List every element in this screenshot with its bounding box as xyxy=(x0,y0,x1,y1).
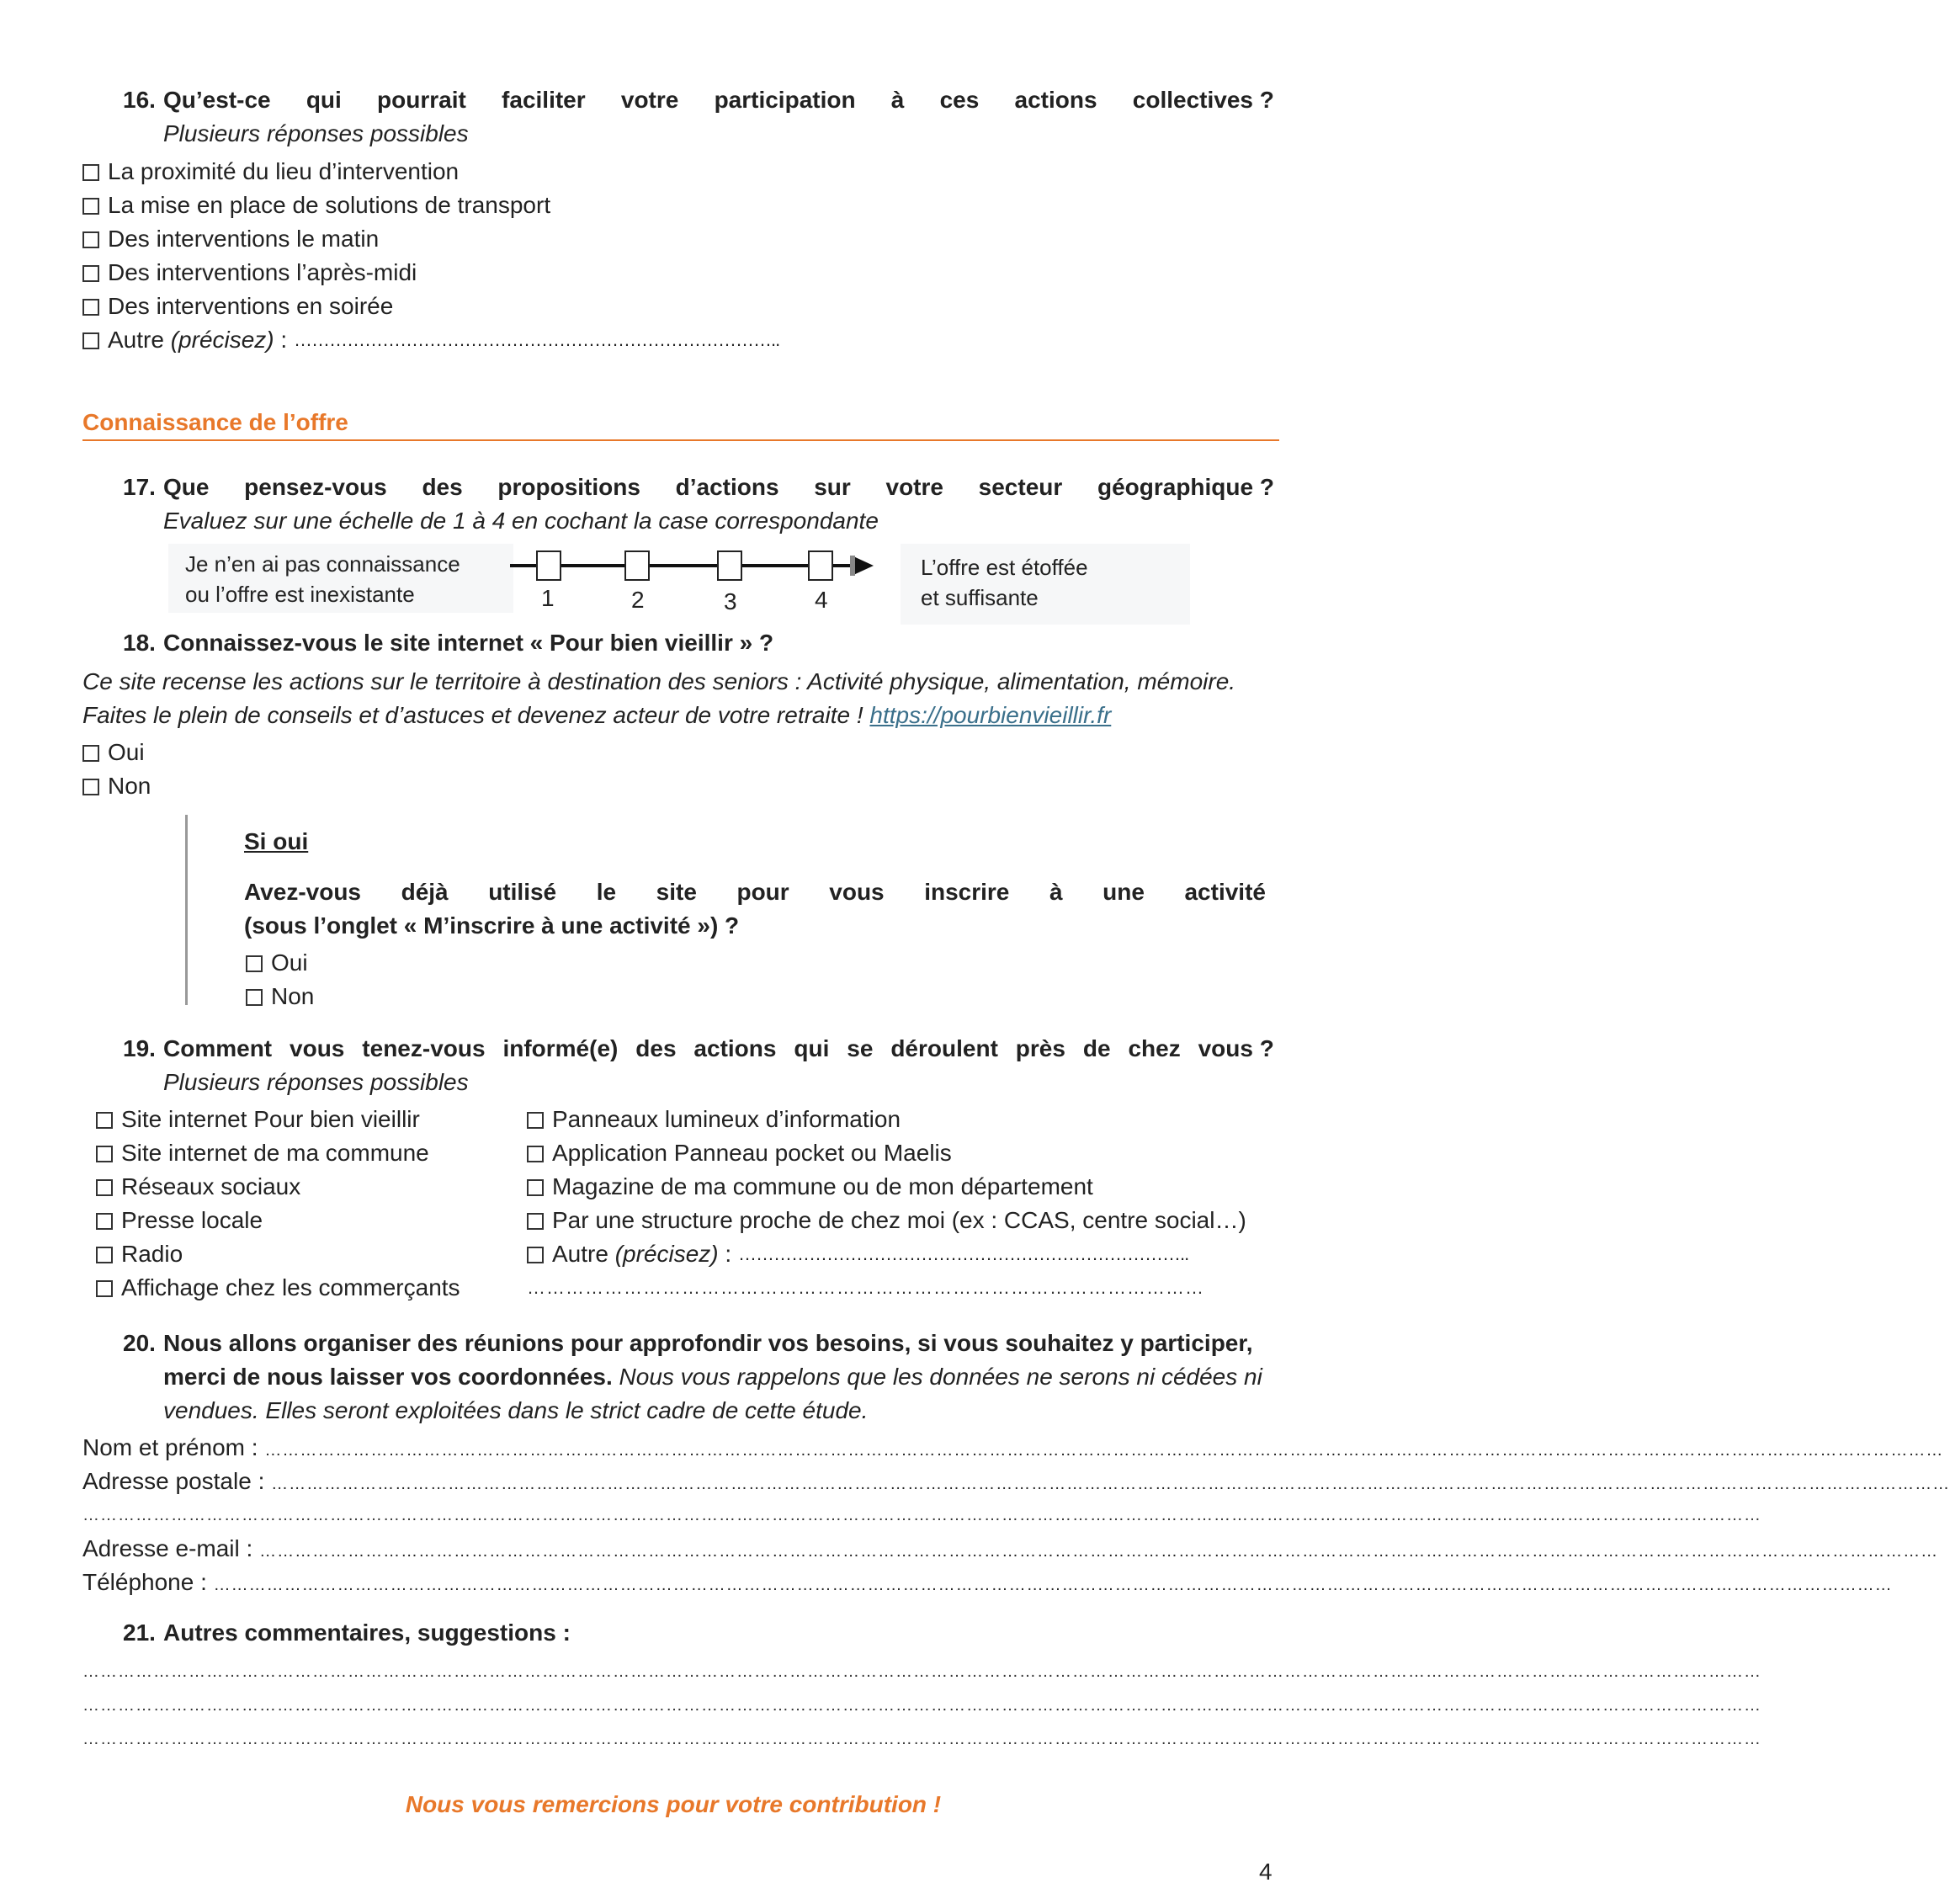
section-divider xyxy=(82,439,1279,441)
option-label: Site internet Pour bien vieillir xyxy=(121,1106,420,1132)
q19-option[interactable] xyxy=(527,1170,1093,1204)
q18-sub-word: vous xyxy=(829,879,885,905)
q18-option[interactable] xyxy=(82,769,151,803)
q19-word: tenez-vous xyxy=(362,1035,486,1061)
checkbox[interactable] xyxy=(96,1280,113,1297)
fill-in-dots[interactable]: …………………………………………………………………………………………………………………………………………………………………………………………………………………………………………………………… xyxy=(271,1475,1950,1493)
fill-in-dots[interactable]: ……………………………………………………………………….. xyxy=(293,329,780,350)
q16-word: actions xyxy=(1014,87,1097,113)
option-label: Autre xyxy=(108,327,164,353)
option-label: La mise en place de solutions de transport xyxy=(108,192,551,218)
q16-word: à xyxy=(890,87,905,113)
q16-hint: Plusieurs réponses possibles xyxy=(163,120,469,146)
option-label: La proximité du lieu d’intervention xyxy=(108,158,460,184)
q16-number: 16. xyxy=(123,87,156,113)
q18-sub-word: une xyxy=(1103,879,1145,905)
option-label: Radio xyxy=(121,1241,183,1267)
q19-word: Comment xyxy=(163,1035,273,1061)
q18-sub-word: pour xyxy=(736,879,789,905)
checkbox[interactable] xyxy=(82,231,99,248)
q17-word: des xyxy=(422,474,463,500)
sub-question-rule xyxy=(185,815,188,1005)
q17-hint: Evaluez sur une échelle de 1 à 4 en cochant la case correspondante xyxy=(163,508,879,534)
q19-word: vous xyxy=(290,1035,345,1061)
q16-word: faciliter xyxy=(502,87,586,113)
checkbox[interactable] xyxy=(246,955,263,972)
option-label: Des interventions le matin xyxy=(108,226,380,252)
checkbox[interactable] xyxy=(527,1247,544,1263)
field-label: Téléphone : xyxy=(82,1569,214,1595)
q16-word: collectives ? xyxy=(1132,87,1274,113)
comment-line[interactable]: …………………………………………………………………………………………………………………………………………………………………………………………………………………………………………………………… xyxy=(82,1662,1761,1681)
q19-option[interactable] xyxy=(96,1170,300,1204)
q18-sub-word: le xyxy=(596,879,617,905)
checkbox[interactable] xyxy=(82,164,99,181)
option-label: Réseaux sociaux xyxy=(121,1173,301,1199)
q19-word: vous ? xyxy=(1198,1035,1274,1061)
if-yes-label: Si oui xyxy=(244,828,309,854)
checkbox[interactable] xyxy=(82,332,99,349)
q19-word: se xyxy=(847,1035,874,1061)
q16-option[interactable] xyxy=(82,155,459,189)
option-label: Presse locale xyxy=(121,1207,263,1233)
comment-line[interactable]: …………………………………………………………………………………………………………………………………………………………………………………………………………………………………………………………… xyxy=(82,1730,1761,1748)
q19-option[interactable] xyxy=(527,1136,952,1170)
option-label: Autre xyxy=(552,1241,608,1267)
name-field[interactable] xyxy=(82,1431,1944,1465)
scale-number: 2 xyxy=(631,587,645,613)
q19-option[interactable] xyxy=(527,1204,1246,1237)
checkbox[interactable] xyxy=(82,745,99,762)
fill-in-dots[interactable]: …………………………………………………………………………………………… xyxy=(527,1277,1204,1298)
checkbox[interactable] xyxy=(527,1146,544,1162)
q19-option-other[interactable] xyxy=(527,1237,1188,1271)
q19-word: informé(e) xyxy=(502,1035,619,1061)
q19-option[interactable] xyxy=(96,1136,429,1170)
address-field-line2[interactable]: …………………………………………………………………………………………………………………………………………………………………………………………………………………………………………………………… xyxy=(82,1506,1761,1524)
q18-sub-question xyxy=(244,875,1266,909)
scale-right-label-line: et suffisante xyxy=(921,585,1039,610)
phone-field[interactable] xyxy=(82,1566,1893,1599)
q17-word: votre xyxy=(885,474,943,500)
checkbox[interactable] xyxy=(82,265,99,282)
q21-number: 21. xyxy=(123,1619,156,1646)
email-field[interactable] xyxy=(82,1532,1939,1566)
q20-italic-text: Nous vous rappelons que les données ne serons ni cédées ni xyxy=(612,1364,1262,1390)
comment-line[interactable]: …………………………………………………………………………………………………………………………………………………………………………………………………………………………………………………………… xyxy=(82,1696,1761,1715)
page-number: 4 xyxy=(1259,1859,1273,1885)
option-label: Oui xyxy=(108,739,145,765)
option-label: Magazine de ma commune ou de mon département xyxy=(552,1173,1093,1199)
option-label: Des interventions en soirée xyxy=(108,293,394,319)
scale-left-label-line: ou l’offre est inexistante xyxy=(185,582,415,607)
q18-description-text: Faites le plein de conseils et d’astuces et devenez acteur de votre retraite ! xyxy=(82,702,870,728)
q18-question: Connaissez-vous le site internet « Pour bien vieillir » ? xyxy=(163,630,774,656)
q20-bold-text: merci de nous laisser vos coordonnées. xyxy=(163,1364,613,1390)
q18-sub-word: déjà xyxy=(401,879,449,905)
option-label: Affichage chez les commerçants xyxy=(121,1274,460,1300)
q17-number: 17. xyxy=(123,474,156,500)
fill-in-dots[interactable]: …………………………………………………………………………………………………………………………………………………………………………………………………………………………………………………………… xyxy=(213,1576,1893,1594)
q19-option[interactable] xyxy=(96,1103,420,1136)
q16-option-other[interactable] xyxy=(82,323,779,357)
q19-word: des xyxy=(635,1035,677,1061)
q18-description: Ce site recense les actions sur le territoire à destination des seniors : Activité physique, alimentation, mémoire. xyxy=(82,668,1236,694)
option-label: Panneaux lumineux d’information xyxy=(552,1106,901,1132)
checkbox[interactable] xyxy=(96,1179,113,1196)
checkbox[interactable] xyxy=(527,1213,544,1230)
field-label: Adresse e-mail : xyxy=(82,1535,260,1561)
option-hint: (précisez) xyxy=(614,1241,719,1267)
q21-question: Autres commentaires, suggestions : xyxy=(163,1619,571,1646)
q19-option[interactable] xyxy=(527,1103,901,1136)
q16-word: qui xyxy=(306,87,342,113)
field-label: Nom et prénom : xyxy=(82,1434,265,1460)
q17-question xyxy=(163,471,1274,504)
q19-hint: Plusieurs réponses possibles xyxy=(163,1069,469,1095)
q18-sub-word: activité xyxy=(1184,879,1266,905)
option-hint: (précisez) xyxy=(170,327,274,353)
option-label: Des interventions l’après-midi xyxy=(108,259,417,285)
q16-word: pourrait xyxy=(377,87,466,113)
field-label: Adresse postale : xyxy=(82,1468,272,1494)
q20-question: Nous allons organiser des réunions pour approfondir vos besoins, si vous souhaitez y participer, xyxy=(163,1330,1253,1356)
q16-option[interactable] xyxy=(82,222,379,256)
scale-right-label-line: L’offre est étoffée xyxy=(921,555,1088,580)
q18-sub-word: utilisé xyxy=(488,879,557,905)
q17-word: sur xyxy=(814,474,851,500)
checkbox[interactable] xyxy=(96,1213,113,1230)
option-label: Oui xyxy=(271,949,308,976)
option-colon: : xyxy=(274,327,294,353)
fill-in-dots[interactable]: …………………………………………………………………………………………………………………………………………………………………………………………………………………………………………………………… xyxy=(264,1441,1944,1460)
q19-word: près xyxy=(1015,1035,1065,1061)
q19-option[interactable] xyxy=(96,1204,263,1237)
q17-word: géographique ? xyxy=(1097,474,1274,500)
scale-checkbox-4[interactable] xyxy=(808,550,833,581)
checkbox[interactable] xyxy=(96,1112,113,1129)
scale-checkbox-2[interactable] xyxy=(624,550,650,581)
q17-word: d’actions xyxy=(675,474,779,500)
option-label: Application Panneau pocket ou Maelis xyxy=(552,1140,952,1166)
option-label: Par une structure proche de chez moi (ex : CCAS, centre social…) xyxy=(552,1207,1246,1233)
q18-description xyxy=(82,699,1111,732)
q19-word: actions xyxy=(693,1035,777,1061)
q20-question-line3: vendues. Elles seront exploitées dans le strict cadre de cette étude. xyxy=(163,1397,869,1423)
q18-sub-word: site xyxy=(656,879,697,905)
q16-option[interactable] xyxy=(82,290,393,323)
q17-word: secteur xyxy=(978,474,1063,500)
q18-sub-word: à xyxy=(1049,879,1063,905)
q17-word: Que xyxy=(163,474,210,500)
checkbox[interactable] xyxy=(96,1146,113,1162)
q19-question xyxy=(163,1032,1274,1066)
fill-in-dots[interactable]: …………………………………………………………………………………………………………………………………………………………………………………………………………………………………………………………… xyxy=(259,1542,1939,1561)
q20-number: 20. xyxy=(123,1330,156,1356)
checkbox[interactable] xyxy=(96,1247,113,1263)
q17-word: pensez-vous xyxy=(244,474,387,500)
option-label: Site internet de ma commune xyxy=(121,1140,429,1166)
option-colon: : xyxy=(718,1241,738,1267)
q19-word: de xyxy=(1082,1035,1111,1061)
q19-number: 19. xyxy=(123,1035,156,1061)
q16-option[interactable] xyxy=(82,189,550,222)
q17-word: propositions xyxy=(497,474,640,500)
option-label: Non xyxy=(271,983,315,1009)
q18-sub-word: Avez-vous xyxy=(244,879,362,905)
checkbox[interactable] xyxy=(82,198,99,215)
scale-number: 1 xyxy=(541,585,555,611)
q19-word: déroulent xyxy=(890,1035,998,1061)
q16-word: ces xyxy=(939,87,980,113)
scale-checkbox-3[interactable] xyxy=(717,550,742,581)
q16-word: Qu’est-ce xyxy=(163,87,271,113)
scale-left-label xyxy=(185,549,460,609)
option-label: Non xyxy=(108,773,151,799)
address-field[interactable] xyxy=(82,1465,1950,1498)
website-link[interactable]: https://pourbienvieillir.fr xyxy=(869,702,1112,728)
checkbox[interactable] xyxy=(527,1179,544,1196)
q18-sub-word: inscrire xyxy=(924,879,1010,905)
thank-you-message: Nous vous remercions pour votre contribution ! xyxy=(405,1791,942,1817)
fill-in-dots[interactable]: ………………………………………………………………….. xyxy=(737,1243,1189,1264)
q16-option[interactable] xyxy=(82,256,417,290)
q18-number: 18. xyxy=(123,630,156,656)
q20-question-line2 xyxy=(163,1360,1262,1394)
q18-sub-option[interactable] xyxy=(246,980,314,1013)
scale-number: 3 xyxy=(724,588,737,614)
q16-word: votre xyxy=(620,87,679,113)
q19-option[interactable] xyxy=(96,1271,460,1305)
scale-arrow-cap xyxy=(850,556,855,576)
scale-number: 4 xyxy=(815,587,828,613)
scale-right-label xyxy=(921,552,1088,613)
section-title: Connaissance de l’offre xyxy=(82,409,348,435)
checkbox[interactable] xyxy=(82,779,99,795)
q19-option[interactable] xyxy=(96,1237,183,1271)
q16-word: participation xyxy=(714,87,856,113)
checkbox[interactable] xyxy=(246,989,263,1006)
checkbox[interactable] xyxy=(527,1112,544,1129)
q18-sub-question-line2: (sous l’onglet « M’inscrire à une activité ») ? xyxy=(244,912,740,939)
q18-option[interactable] xyxy=(82,736,145,769)
scale-checkbox-1[interactable] xyxy=(536,550,561,581)
scale-left-label-line: Je n’en ai pas connaissance xyxy=(185,551,460,577)
q19-word: chez xyxy=(1128,1035,1181,1061)
checkbox[interactable] xyxy=(82,299,99,316)
q18-sub-option[interactable] xyxy=(246,946,308,980)
q16-question xyxy=(163,83,1274,117)
q19-word: qui xyxy=(794,1035,830,1061)
